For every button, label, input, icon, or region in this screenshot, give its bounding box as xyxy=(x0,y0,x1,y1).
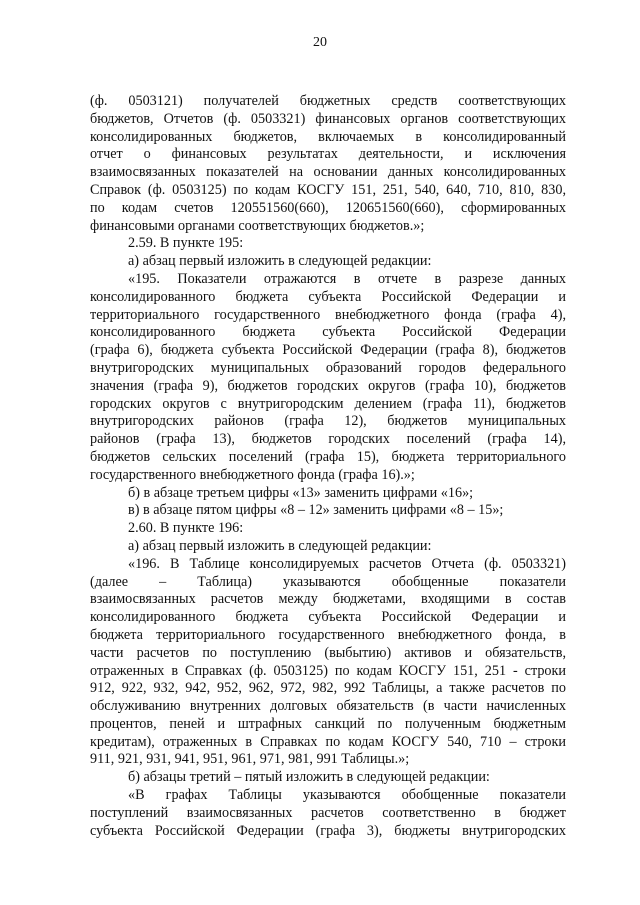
text-line: 911, 921, 931, 941, 951, 961, 971, 981, 991 Таблицы.»; xyxy=(90,751,410,768)
text-line: в) в абзаце пятом цифры «8 – 12» заменить цифрами «8 – 15»; xyxy=(128,502,504,519)
text-line: части расчетов по поступлению (выбытию) активов и обязательств, xyxy=(90,644,566,661)
text-line: «196. В Таблице консолидируемых расчетов Отчета (ф. 0503321) xyxy=(128,555,566,572)
text-line: процентов, пеней и штрафных санкций по полученным бюджетным xyxy=(90,715,566,732)
text-line: внутригородских муниципальных образований городов федерального xyxy=(90,359,566,376)
section-heading: 2.59. В пункте 195: xyxy=(128,235,244,252)
text-line: бюджетов, Отчетов (ф. 0503321) финансовых органов соответствующих xyxy=(90,110,566,127)
text-line: б) в абзаце третьем цифры «13» заменить цифрами «16»; xyxy=(128,484,474,501)
text-line: отраженных в Справках (ф. 0503125) по кодам КОСГУ 151, 251 - строки xyxy=(90,662,566,679)
text-line: консолидированного бюджета субъекта Российской Федерации и xyxy=(90,288,566,305)
text-line: обслуживанию внутренних долговых обязательств (в части начисленных xyxy=(90,698,566,715)
text-line: (ф. 0503121) получателей бюджетных средств соответствующих xyxy=(90,93,566,109)
text-line: районов (графа 13), бюджетов городских поселений (графа 14), xyxy=(90,431,566,448)
text-line: 912, 922, 932, 942, 952, 962, 972, 982, 992 Таблицы, а также расчетов по xyxy=(90,680,566,697)
text-line: субъекта Российской Федерации (графа 3), бюджеты внутригородских xyxy=(90,822,566,839)
text-line: кредитам), отраженных в Справках по кодам КОСГУ 540, 710 – строки xyxy=(90,733,566,750)
text-line: по кодам счетов 120551560(660), 120651560(660), сформированных xyxy=(90,199,566,216)
text-line: консолидированных бюджетов, включаемых в консолидированный xyxy=(90,128,566,145)
text-line: «В графах Таблицы указываются обобщенные показатели xyxy=(128,787,566,804)
text-line: консолидированного бюджета субъекта Российской Федерации xyxy=(90,324,566,341)
text-line: бюджетов сельских поселений (графа 15), бюджета территориального xyxy=(90,448,566,465)
text-line: а) абзац первый изложить в следующей редакции: xyxy=(128,253,432,270)
text-line: бюджета территориального государственного внебюджетного фонда, в xyxy=(90,626,566,643)
text-line: взаимосвязанных расчетов между бюджетами, входящими в состав xyxy=(90,591,566,608)
document-body xyxy=(90,93,566,840)
text-line: а) абзац первый изложить в следующей редакции: xyxy=(128,537,432,554)
text-line: городских округов с внутригородским делением (графа 11), бюджетов xyxy=(90,395,566,412)
text-line: консолидированного бюджета субъекта Российской Федерации и xyxy=(90,609,566,626)
text-line: (далее – Таблица) указываются обобщенные показатели xyxy=(90,573,566,590)
text-line: отчет о финансовых результатах деятельности, и исключения xyxy=(90,146,566,163)
text-line: значения (графа 9), бюджетов городских округов (графа 10), бюджетов xyxy=(90,377,566,394)
section-heading: 2.60. В пункте 196: xyxy=(128,520,244,537)
text-line: поступлений взаимосвязанных расчетов соответственно в бюджет xyxy=(90,804,566,821)
page-number: 20 xyxy=(313,35,327,50)
text-line: государственного внебюджетного фонда (графа 16).»; xyxy=(90,466,415,483)
text-line: внутригородских районов (графа 12), бюджетов муниципальных xyxy=(90,413,566,430)
text-line: финансовыми органами соответствующих бюджетов.»; xyxy=(90,217,425,234)
text-line: взаимосвязанных показателей на основании данных консолидированных xyxy=(90,164,566,181)
text-line: (графа 6), бюджета субъекта Российской Федерации (графа 8), бюджетов xyxy=(90,342,566,359)
text-line: «195. Показатели отражаются в отчете в разрезе данных xyxy=(128,270,566,287)
text-line: территориального государственного внебюджетного фонда (графа 4), xyxy=(90,306,566,323)
text-line: Справок (ф. 0503125) по кодам КОСГУ 151, 251, 540, 640, 710, 810, 830, xyxy=(90,181,566,198)
text-line: б) абзацы третий – пятый изложить в следующей редакции: xyxy=(128,769,490,786)
